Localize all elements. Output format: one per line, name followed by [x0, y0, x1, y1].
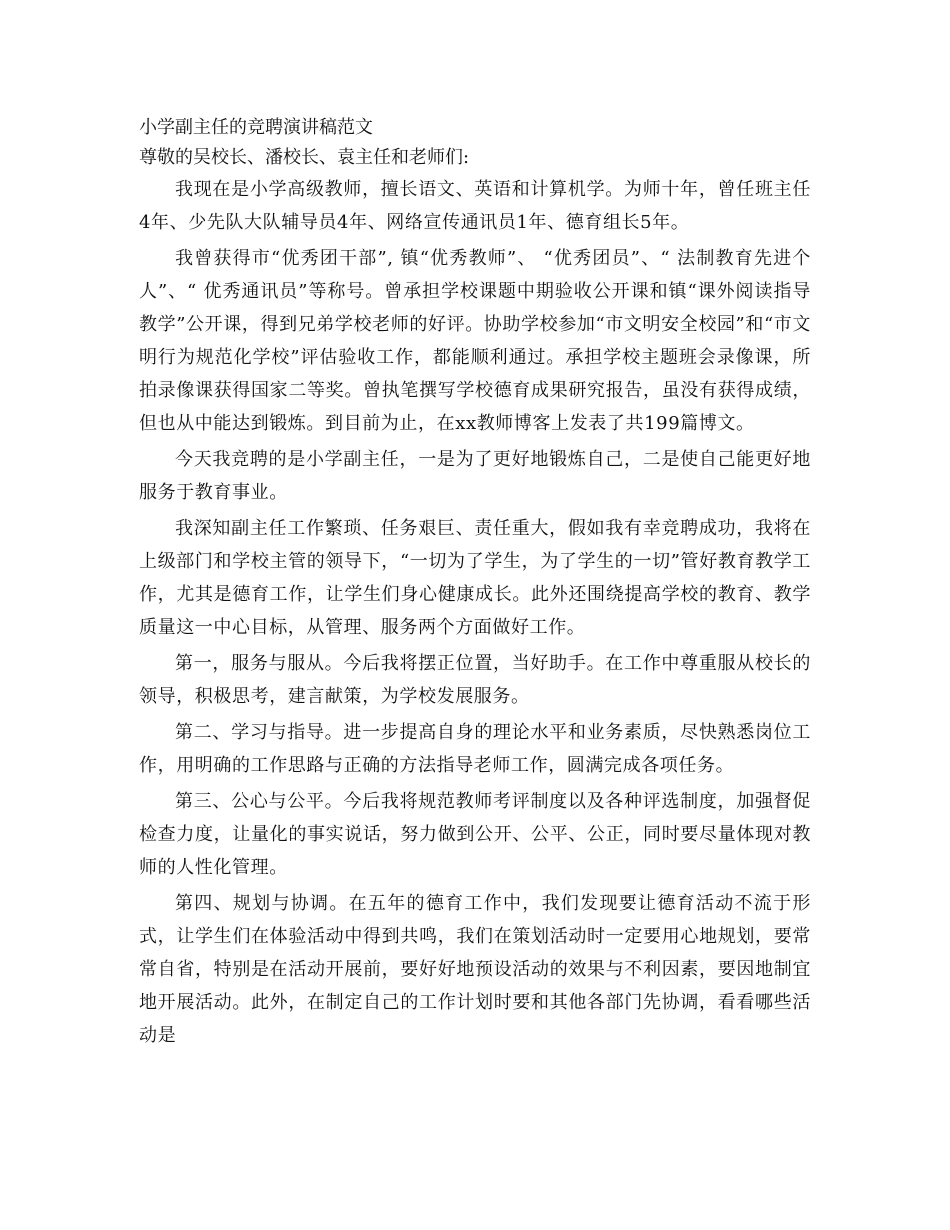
- paragraph-6: 第二、学习与指导。进一步提高自身的理论水平和业务素质，尽快熟悉岗位工作，用明确的工作思路与正确的方法指导老师工作，圆满完成各项任务。: [139, 722, 811, 776]
- paragraph-2: 我曾获得市“优秀团干部”, 镇“优秀教师”、 “优秀团员”、“ 法制教育先进个人”、“ 优秀通讯员”等称号。曾承担学校课题中期验收公开课和镇“课外阅读指导教学”公开课，得到兄弟学校老师的好评。协助学校参加“市文明安全校园”和“市文明行为规范化学校”评估验收工作，都能顺利通过。承担学校主题班会录像课，所拍录像课获得国家二等奖。曾执笔撰写学校德育成果研究报告，虽没有获得成绩，但也从中能达到锻炼。到目前为止，在xx教师博客上发表了共199篇博文。: [139, 248, 811, 434]
- document-title: 小学副主任的竞聘演讲稿范文: [139, 117, 373, 138]
- paragraph-4: 我深知副主任工作繁琐、任务艰巨、责任重大，假如我有幸竞聘成功，我将在上级部门和学校主管的领导下，“一切为了学生，为了学生的一切”管好教育教学工作，尤其是德育工作，让学生们身心健康成长。此外还围绕提高学校的教育、教学质量这一中心目标，从管理、服务两个方面做好工作。: [139, 518, 811, 638]
- paragraph-5: 第一，服务与服从。今后我将摆正位置，当好助手。在工作中尊重服从校长的领导，积极思考，建言献策，为学校发展服务。: [139, 653, 811, 707]
- document-body: [139, 113, 811, 1055]
- paragraph-3: 今天我竞聘的是小学副主任，一是为了更好地锻炼自己，二是使自己能更好地服务于教育事业。: [139, 449, 811, 503]
- paragraph-8: 第四、规划与协调。在五年的德育工作中，我们发现要让德育活动不流于形式，让学生们在体验活动中得到共鸣，我们在策划活动时一定要用心地规划，要常常自省，特别是在活动开展前，要好好地预设活动的效果与不利因素，要因地制宜地开展活动。此外，在制定自己的工作计划时要和其他各部门先协调，看看哪些活动是: [139, 893, 811, 1046]
- salutation: 尊敬的吴校长、潘校长、袁主任和老师们:: [139, 147, 470, 168]
- paragraph-1: 我现在是小学高级教师，擅长语文、英语和计算机学。为师十年，曾任班主任4年、少先队大队辅导员4年、网络宣传通讯员1年、德育组长5年。: [139, 179, 811, 233]
- paragraph-7: 第三、公心与公平。今后我将规范教师考评制度以及各种评选制度，加强督促检查力度，让量化的事实说话，努力做到公开、公平、公正，同时要尽量体现对教师的人性化管理。: [139, 791, 811, 878]
